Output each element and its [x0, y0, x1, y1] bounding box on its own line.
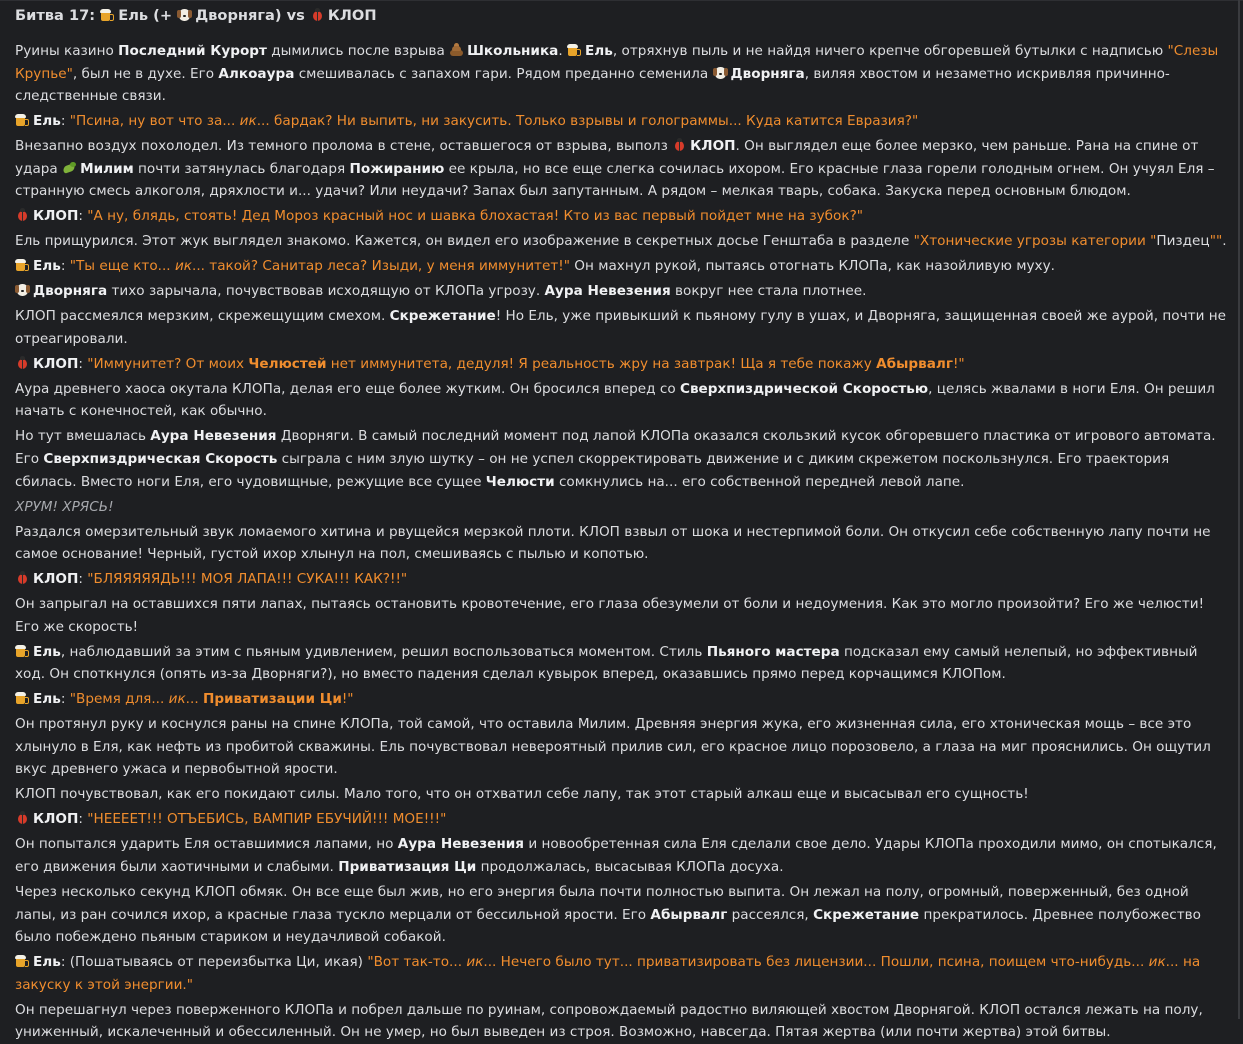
dialogue-line — [15, 110, 1227, 133]
text: Внезапно воздух похолодел. Из темного пролома в стене, оставшегося от взрыва, выполз — [15, 138, 673, 155]
text: почти затянулась благодаря — [133, 160, 350, 177]
dialogue-line — [15, 255, 1227, 278]
beer-mug-icon — [15, 644, 30, 658]
location-name: Последний Курорт — [118, 43, 267, 59]
narration-paragraph — [15, 280, 1227, 303]
player-one-name: Ель (+ — [118, 7, 173, 24]
text: ! Но Ель, уже привыкший к пьяному гулу в ушах, и Дворняга, защищенная своей же аурой, почти не отреагировали. — [15, 308, 1226, 347]
text: продолжалась, высасывая КЛОПа досуха. — [476, 859, 784, 875]
text: прекратилось. Древнее полубожество было побеждено пьяным стариком и неудачливой собакой. — [15, 906, 1201, 946]
narration-paragraph — [15, 230, 1227, 253]
dialogue-line — [15, 688, 1227, 711]
narration-paragraph: Он перешагнул через поверженного КЛОПа и побрел дальше по руинам, сопровождаемый радостно виляющей хвостом Дворнягой. КЛОП остался лежать на полу, униженный, искалеченный и обессиленный. Он не умер, но был выведен из строя. Возможно, навсегда. Пятая жертва (или почти жертва) этой битвы. — [15, 1001, 1203, 1041]
ability-name: Челюстей — [248, 355, 327, 372]
ability-name: Приватизация Ци — [338, 859, 477, 875]
ladybug-icon — [310, 8, 325, 22]
text: смешивалась с запахом гари. Рядом преданно семенила — [294, 65, 713, 82]
battle-number: Битва 17: — [15, 7, 96, 24]
ability-name: Аура Невезения — [544, 283, 671, 300]
ability-name: Аура Невезения — [150, 428, 277, 445]
text: КЛОП рассмеялся мерзким, скрежещущим смехом. — [15, 308, 390, 325]
sound-effect: ХРУМ! ХРЯСЬ! — [15, 498, 114, 515]
beer-mug-icon — [15, 258, 30, 272]
ability-name: Челюсти — [485, 473, 555, 490]
narration-paragraph — [15, 641, 1227, 686]
quote-part: !" — [341, 691, 354, 708]
quote-part: ... — [185, 691, 203, 708]
ability-name: Скрежетание — [813, 906, 920, 923]
beer-mug-icon — [15, 691, 30, 705]
hiccup: ик — [1148, 954, 1166, 971]
ability-name: Пожиранию — [349, 160, 445, 177]
quote-part: "Время для... — [69, 691, 169, 708]
character-name: Школьника — [467, 43, 559, 59]
text: Пиздец — [1156, 233, 1210, 250]
narration-paragraph: КЛОП почувствовал, как его покидают силы. Мало того, что он отхватил себе лапу, так этот старый алкаш еще и высасывал его сущность! — [15, 786, 1029, 803]
hiccup: ик — [239, 113, 257, 130]
dialogue-line — [15, 568, 1227, 591]
text: : — [78, 355, 88, 372]
text: Ель прищурился. Этот жук выглядел знакомо. Кажется, он видел его изображение в секретных досье Генштаба в разделе — [15, 233, 914, 250]
narration-paragraph — [15, 305, 1227, 350]
lizard-icon — [62, 161, 77, 175]
ladybug-icon — [15, 208, 30, 222]
quote-part: "Псина, ну вот что за... — [69, 113, 240, 130]
quote-part: ... бардак? Ни выпить, ни закусить. Только взрывы и голограммы... Куда катится Евразия?" — [256, 113, 919, 130]
dog-face-icon — [15, 283, 30, 297]
text: , отряхнув пыль и не найдя ничего крепче обгоревшей бутылки с надписью — [612, 43, 1168, 59]
narration-paragraph — [15, 135, 1227, 203]
quote-text — [70, 113, 919, 129]
ability-name: Сверхпиздрической Скоростью — [679, 380, 929, 397]
quote-text — [87, 356, 964, 372]
speaker-name: КЛОП — [33, 355, 79, 372]
text: сыграла с ним злую шутку – он не успел скорректировать движение и с диким скрежетом поскользнулся. Его траектория сбилась. Вместо ноги Еля, его чудовищные, режущие все сущее — [15, 451, 1170, 490]
text: подсказал ему самый нелепый, но эффективный ход. Он споткнулся (опять из-за Дворняги?), но вместо падения сделал кувырок вперед, оказавшись прямо перед корчащимся КЛОПом. — [15, 643, 1198, 683]
player-two-name: КЛОП — [327, 7, 377, 24]
narration-paragraph: Раздался омерзительный звук ломаемого хитина и рвущейся мерзкой плоти. КЛОП взвыл от шока и нестерпимой боли. Он откусил себе собственную лапу почти не самое основание! Черный, густой ихор хлынул на пол, смешиваясь с пылью и копотью. — [15, 523, 1211, 563]
narration-paragraph — [15, 425, 1227, 493]
text: Он махнул рукой, пытаясь отогнать КЛОПа, как назойливую муху. — [569, 258, 1055, 275]
narration-paragraph — [15, 833, 1227, 878]
dog-face-icon — [713, 66, 728, 80]
speaker-name: КЛОП — [33, 811, 79, 828]
text: : — [78, 571, 88, 588]
ladybug-icon — [15, 356, 30, 370]
text: : — [78, 208, 88, 225]
ladybug-icon — [672, 138, 687, 152]
narration-paragraph — [15, 881, 1227, 949]
speaker-name: КЛОП — [33, 571, 79, 588]
quote-part: !" — [952, 355, 965, 372]
battle-title — [15, 4, 1227, 28]
quote-text: "БЛЯЯЯЯЯДЬ!!! МОЯ ЛАПА!!! СУКА!!! КАК?!!" — [87, 571, 408, 588]
quote-text: "А ну, блядь, стоять! Дед Мороз красный нос и шавка блохастая! Кто из вас первый пойдет мне на зубок?" — [87, 208, 864, 225]
text: , был не в духе. Его — [72, 65, 219, 82]
character-name: Ель — [585, 43, 613, 59]
character-name: Дворняга — [730, 65, 805, 82]
text: Но тут вмешалась — [15, 428, 151, 445]
text: рассеялся, — [727, 906, 814, 923]
quote-part: ... Нечего было тут... приватизировать без лицензии... Пошли, псина, поищем что-нибудь... — [483, 954, 1149, 971]
text: : (Пошатываясь от переизбытка Ци, икая) — [60, 954, 368, 971]
hiccup: ик — [174, 258, 192, 275]
narration-paragraph — [15, 40, 1227, 108]
speaker-name: Ель — [33, 691, 61, 708]
quote-text — [70, 258, 570, 274]
ability-name: Алкоаура — [218, 65, 295, 82]
ability-name: Пьяного мастера — [706, 643, 840, 660]
text: Аура древнего хаоса окутала КЛОПа, делая его еще более жутким. Он бросился вперед со — [15, 380, 680, 397]
speaker-name: Ель — [33, 258, 61, 275]
text: : — [60, 258, 70, 275]
player-one-ally: Дворняга) vs — [195, 7, 305, 24]
text: тихо зарычала, почувствовав исходящую от КЛОПа угрозу. — [107, 283, 545, 300]
dialogue-line — [15, 951, 1227, 996]
quote-part: "Ты еще кто... — [69, 258, 175, 275]
ability-name: Сверхпиздрическая Скорость — [43, 451, 278, 467]
quote-part: "Иммунитет? От моих — [87, 355, 249, 372]
speaker-name: Ель — [33, 113, 61, 130]
quote-part: "Вот так-то... — [367, 954, 467, 971]
text: дымились после взрыва — [266, 43, 450, 59]
text: сомкнулись на... его собственной передней левой лапе. — [554, 473, 965, 490]
quote-text: "Хтонические угрозы категории " — [913, 233, 1157, 250]
text: . — [1222, 233, 1227, 250]
quote-text — [70, 691, 354, 707]
dialogue-line — [15, 808, 1227, 831]
top-divider — [0, 0, 1243, 1]
quote-part: ... такой? Санитар леса? Изыди, у меня иммунитет!" — [192, 258, 570, 275]
ability-name: Абырвалг — [650, 906, 728, 923]
text: Он попытался ударить Еля оставшимися лапами, но — [15, 836, 398, 853]
text: Дворняги. В самый последний момент под лапой КЛОПа оказался скользкий кусок обгоревшего пластика от игрового автомата. Его — [15, 428, 1216, 467]
character-name: Ель — [33, 643, 61, 660]
quote-part: ... на закуску к этой энергии." — [15, 954, 1201, 993]
ability-name: Абырвалг — [876, 355, 953, 372]
ladybug-icon — [15, 571, 30, 585]
text: , наблюдавший за этим с пьяным удивлением, решил воспользоваться моментом. Стиль — [60, 643, 707, 660]
character-name: КЛОП — [690, 138, 736, 155]
text: : — [60, 113, 70, 130]
ladybug-icon — [15, 811, 30, 825]
hiccup: ик — [466, 954, 484, 971]
text: : — [78, 811, 88, 828]
beer-mug-icon — [15, 113, 30, 127]
character-name: Милим — [80, 160, 134, 177]
ability-name: Аура Невезения — [397, 836, 524, 853]
beer-mug-icon — [15, 954, 30, 968]
narration-paragraph: Он запрыгал на оставшихся пяти лапах, пытаясь остановить кровотечение, его глаза обезумели от боли и недоумения. Как это могло произойти? Его же челюсти! Его же скорость! — [15, 596, 1205, 635]
text: ее крыла, но все еще слегка сочилась ихором. Его красные глаза горели голодным огнем. Он учуял Еля – странную смесь алкоголя, дряхлости и... удачи? Или неудачи? Запах был запутанным. А рядом – мелкая тварь, собака. Закуска перед основным блюдом. — [15, 160, 1215, 200]
character-name: Дворняга — [33, 283, 108, 300]
quote-part: нет иммунитета, дедуля! Я реальность жру на завтрак! Ща я тебе покажу — [326, 355, 877, 372]
text: и новообретенная сила Еля сделали свое дело. Удары КЛОПа проходили мимо, он спотыкался, его движения были хаотичными и слабыми. — [15, 836, 1217, 875]
hiccup: ик — [168, 691, 186, 708]
quote-text: "НЕЕЕЕТ!!! ОТЪЕБИСЬ, ВАМПИР ЕБУЧИЙ!!! МОЕ!!!" — [87, 811, 447, 828]
beer-mug-icon — [100, 8, 115, 22]
dialogue-line — [15, 353, 1227, 376]
poop-icon — [449, 43, 464, 57]
narration-paragraph — [15, 378, 1227, 423]
quote-text: "" — [1209, 233, 1223, 250]
ability-name: Скрежетание — [389, 308, 496, 325]
text: . — [558, 43, 568, 59]
text: Руины казино — [15, 43, 119, 59]
dog-face-icon — [177, 8, 192, 22]
text: . Он выглядел еще более мерзко, чем раньше. Рана на спине от удара — [15, 138, 1199, 177]
text: , виляя хвостом и незаметно искривляя причинно-следственные связи. — [15, 65, 1170, 105]
text: вокруг нее стала плотнее. — [670, 283, 867, 300]
text: , целясь жвалами в ноги Еля. Он решил начать с конечностей, как обычно. — [15, 380, 1215, 420]
quote-text: "Слезы Крупье" — [15, 43, 1219, 82]
speaker-name: КЛОП — [33, 208, 79, 225]
text: Через несколько секунд КЛОП обмяк. Он все еще был жив, но его энергия была почти полностью выпита. Он лежал на полу, огромный, поверженный, без одной лапы, из ран сочился ихор, а красные глаза тускло мерцали от бессильной ярости. Его — [15, 883, 1189, 923]
scrollbar-track[interactable] — [1238, 0, 1240, 1019]
beer-mug-icon — [567, 43, 582, 57]
narration-paragraph: Он протянул руку и коснулся раны на спине КЛОПа, той самой, что оставила Милим. Древняя энергия жука, его жизненная сила, его хтоническая мощь – все это хлынуло в Еля, как нефть из пробитой скважины. Ель почувствовал невероятный прилив сил, его красное лицо порозовело, а глаза на миг прояснились. Он ощутил вкус древнего ужаса и первобытной ярости. — [15, 716, 1211, 778]
speaker-name: Ель — [33, 954, 61, 971]
ability-name: Приватизации Ци — [202, 691, 342, 708]
text: : — [60, 691, 70, 708]
dialogue-line — [15, 205, 1227, 228]
